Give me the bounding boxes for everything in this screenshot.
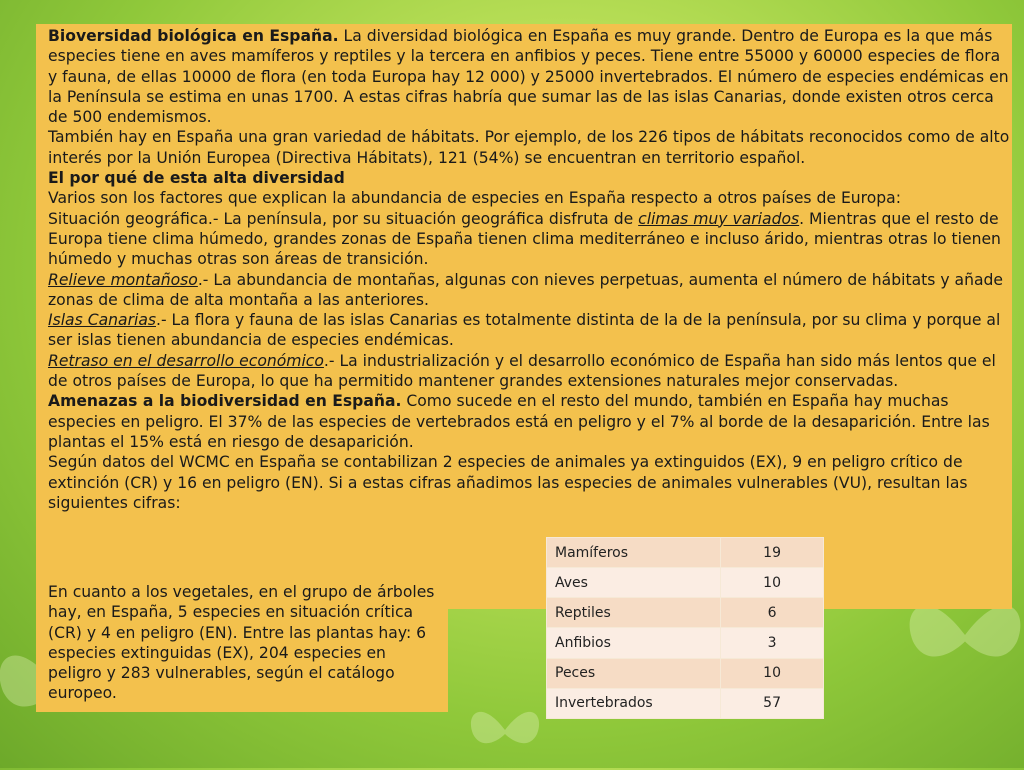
relief-paragraph — [48, 270, 1010, 311]
species-name-cell: Peces — [547, 658, 721, 688]
vegetables-paragraph: En cuanto a los vegetales, en el grupo de árboles hay, en España, 5 especies en situación crítica (CR) y 4 en peligro (EN). Entre las plantas hay: 6 especies extinguidas (EX), 204 especies en peligro y 283 vulnerables, según el catálogo europeo. — [48, 583, 435, 703]
geography-paragraph — [48, 209, 1010, 270]
table-row — [547, 628, 824, 658]
main-text — [48, 26, 1010, 513]
relief-link[interactable]: Relieve montañoso — [48, 270, 198, 289]
intro-body: La diversidad biológica en España es muy grande. Dentro de Europa es la que más especies tiene en aves mamíferos y reptiles y la tercera en anfibios y peces. Tiene entre 55000 y 60000 especies de flora y fauna, de ellas 10000 de flora (en toda Europa hay 12 000) y 25000 invertebrados. El número de especies endémicas en la Península se estima en unas 1700. A estas cifras habría que sumar las de las islas Canarias, donde existen otros cerca de 500 endemismos. — [48, 27, 1009, 127]
diversity-heading: El por qué de esta alta diversidad — [48, 169, 345, 188]
intro-paragraph — [48, 26, 1010, 127]
butterfly-icon — [460, 690, 550, 770]
threats-body: Como sucede en el resto del mundo, también en España hay muchas especies en peligro. El 37% de las especies de vertebrados está en peligro y el 7% al borde de la desaparición. Entre las plantas el 15% está en riesgo de desaparición. — [48, 392, 990, 451]
table-row — [547, 658, 824, 688]
delay-paragraph — [48, 351, 1010, 392]
table-row — [547, 538, 824, 568]
islands-text: .- La flora y fauna de las islas Canarias es totalmente distinta de la de la península, por su clima y porque al ser islas tienen abundancia de especies endémicas. — [48, 311, 1001, 350]
species-count-cell: 57 — [721, 688, 824, 718]
section-title: Bioversidad biológica en España. — [48, 27, 339, 45]
habitats-paragraph: También hay en España una gran variedad de hábitats. Por ejemplo, de los 226 tipos de hábitats reconocidos como de alto interés por la Unión Europea (Directiva Hábitats), 121 (54%) se encuentran en territorio español. — [48, 128, 1010, 167]
species-count-cell: 10 — [721, 568, 824, 598]
factors-paragraph: Varios son los factores que explican la abundancia de especies en España respecto a otros países de Europa: — [48, 189, 901, 208]
species-name-cell: Aves — [547, 568, 721, 598]
species-name-cell: Invertebrados — [547, 688, 721, 718]
species-table — [546, 537, 824, 719]
species-count-cell: 6 — [721, 598, 824, 628]
table-row — [547, 598, 824, 628]
wcmc-paragraph: Según datos del WCMC en España se contabilizan 2 especies de animales ya extinguidos (EX), 9 en peligro crítico de extinción (CR) y 16 en peligro (EN). Si a estas cifras añadimos las especies de animales vulnerables (VU), resultan las siguientes cifras: — [48, 453, 968, 512]
threats-title: Amenazas a la biodiversidad en España. — [48, 392, 402, 411]
table-row — [547, 568, 824, 598]
geography-text: Situación geográfica.- La península, por su situación geográfica disfruta de — [48, 209, 639, 228]
species-count-cell: 3 — [721, 628, 824, 658]
geography-text-cont: . Mientras que el resto de Europa tiene clima húmedo, grandes zonas de España tienen clima mediterráneo e incluso árido, mientras otras lo tienen húmedo y muchas otras son áreas de transición. — [48, 209, 1001, 269]
delay-text: .- La industrialización y el desarrollo económico de España han sido más lentos que el de otros países de Europa, lo que ha permitido mantener grandes extensiones naturales mejor conservadas. — [48, 351, 996, 391]
relief-text: .- La abundancia de montañas, algunas con nieves perpetuas, aumenta el número de hábitats y añade zonas de clima de alta montaña a las anteriores. — [48, 270, 1004, 309]
species-count-cell: 10 — [721, 658, 824, 688]
species-count-cell: 19 — [721, 538, 824, 568]
species-name-cell: Anfibios — [547, 628, 721, 658]
species-name-cell: Mamíferos — [547, 538, 721, 568]
islands-link[interactable]: Islas Canarias — [48, 311, 156, 330]
table-row — [547, 688, 824, 718]
delay-link[interactable]: Retraso en el desarrollo económico — [48, 351, 324, 370]
threats-paragraph — [48, 391, 1010, 452]
climates-link[interactable]: climas muy variados — [638, 209, 800, 228]
islands-paragraph — [48, 310, 1010, 351]
species-name-cell: Reptiles — [547, 598, 721, 628]
